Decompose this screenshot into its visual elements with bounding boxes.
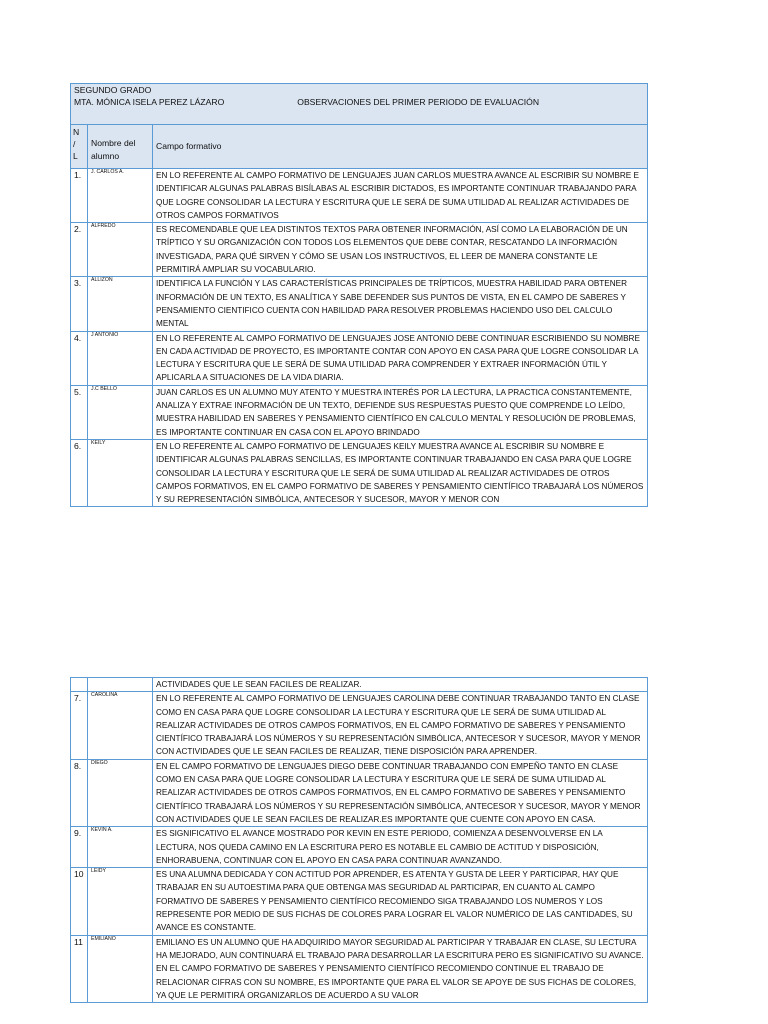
- student-name: [88, 678, 153, 692]
- student-name: J. CARLOS A.: [88, 169, 153, 223]
- table-row: [71, 277, 648, 331]
- student-name: J.C BELLO: [88, 385, 153, 439]
- student-name: EMILIANO: [88, 935, 153, 1002]
- row-number: 11: [71, 935, 88, 1002]
- row-number: 8.: [71, 759, 88, 826]
- table-header-row: [71, 84, 648, 125]
- table-row: [71, 223, 648, 277]
- row-number: [71, 678, 88, 692]
- row-number: 5.: [71, 385, 88, 439]
- observation-text: EN LO REFERENTE AL CAMPO FORMATIVO DE LENGUAJES CAROLINA DEBE CONTINUAR TRABAJANDO TANTO EN CLASE COMO EN CASA PARA QUE LOGRE CONSOLIDAR LA LECTURA Y ESCRITURA QUE LE SERÁ DE SUMA UTILIDAD AL REALIZAR ACTIVIDADES DE OTROS CAMPOS FORMATIVOS, EN EL CAMPO FORMATIVO DE SABERES Y PENSAMIENTO CIENTÍFICO TRABAJARÁ LOS NÚMEROS Y SU REPRESENTACIÓN SIMBÓLICA, ANTECESOR Y SUCESOR, MAYOR Y MENOR CON ACTIVIDADES QUE LE SEAN FACILES DE REALIZAR, TIENE DISPOSICIÓN PARA APRENDER.: [153, 692, 648, 759]
- row-number: 1.: [71, 169, 88, 223]
- observation-text: EN LO REFERENTE AL CAMPO FORMATIVO DE LENGUAJES JOSE ANTONIO DEBE CONTINUAR ESCRIBIENDO SU NOMBRE EN CADA ACTIVIDAD DE PROYECTO, ES IMPORTANTE CONTAR CON APOYO EN CASA PARA QUE LOGRE CONSOLIDAR LA LECTURA Y ESCRITURA QUE LE SERÁ DE SUMA UTILIDAD PARA COMPRENDER Y EXTRAER INFORMACIÓN ÚTIL Y APLICARLA A SITUACIONES DE LA VIDA DIARIA.: [153, 331, 648, 385]
- row-number: 4.: [71, 331, 88, 385]
- table-row: [71, 935, 648, 1002]
- column-header-name: Nombre del alumno: [88, 125, 153, 169]
- observation-text: EN LO REFERENTE AL CAMPO FORMATIVO DE LENGUAJES JUAN CARLOS MUESTRA AVANCE AL ESCRIBIR SU NOMBRE E IDENTIFICAR ALGUNAS PALABRAS BISÍLABAS AL ESCRIBIR DICTADOS, ES IMPORTANTE CONTINUAR TRABAJANDO PARA QUE LOGRE CONSOLIDAR LA LECTURA Y ESCRITURA QUE LE SERÁ DE SUMA UTILIDAD AL REALIZAR ACTIVIDADES DE OTROS CAMPOS FORMATIVOS: [153, 169, 648, 223]
- column-header-row: [71, 125, 648, 169]
- observation-text: IDENTIFICA LA FUNCIÓN Y LAS CARACTERÍSTICAS PRINCIPALES DE TRÍPTICOS, MUESTRA HABILIDAD PARA OBTENER INFORMACIÓN DE UN TEXTO, ES ANALÍTICA Y SABE DEFENDER SUS PUNTOS DE VISTA, EN EL CAMPO DE SABERES Y PENSAMIENTO CIENTIFICO CUENTA CON HABILIDAD PARA RESOLVER PROBLEMAS HACIENDO USO DEL CALCULO MENTAL: [153, 277, 648, 331]
- table-row: [71, 331, 648, 385]
- column-header-num: N / L: [71, 125, 88, 169]
- student-name: DIEGO: [88, 759, 153, 826]
- student-name: CAROLINA: [88, 692, 153, 759]
- observation-text: ES UNA ALUMNA DEDICADA Y CON ACTITUD POR APRENDER, ES ATENTA Y GUSTA DE LEER Y PARTICIPAR, HAY QUE TRABAJAR EN SU AUTOESTIMA PARA QUE OBTENGA MAS SEGURIDAD AL PARTICIPAR, EN CUANTO AL CAMPO FORMATIVO DE SABERES Y PENSAMIENTO CIENTÍFICO RECOMIENDO SIGA TRABAJANDO LOS NUMEROS Y LOS REPRESENTE POR MEDIO DE SUS FICHAS DE COLORES PARA LOGRAR EL VALOR NUMÉRICO DE LAS CANTIDADES, SU AVANCE ES CONSTANTE.: [153, 868, 648, 935]
- table-header: [71, 84, 648, 125]
- table-row: [71, 759, 648, 826]
- student-name: J ANTONIO: [88, 331, 153, 385]
- observation-text: EN EL CAMPO FORMATIVO DE LENGUAJES DIEGO DEBE CONTINUAR TRABAJANDO CON EMPEÑO TANTO EN CLASE COMO EN CASA PARA QUE LOGRE CONSOLIDAR LA LECTURA Y ESCRITURA QUE LE SERÁ DE SUMA UTILIDAD AL REALIZAR ACTIVIDADES DE OTROS CAMPOS FORMATIVOS, EN EL CAMPO FORMATIVO DE SABERES Y PENSAMIENTO CIENTÍFICO TRABAJARÁ LOS NÚMEROS Y SU REPRESENTACIÓN SIMBÓLICA, ANTECESOR Y SUCESOR, MAYOR Y MENOR CON ACTIVIDADES QUE LE SEAN FACILES DE REALIZAR.ES IMPORTANTE QUE CUENTE CON APOYO EN CASA.: [153, 759, 648, 826]
- student-name: ALLIZON: [88, 277, 153, 331]
- column-header-field: Campo formativo: [153, 125, 648, 169]
- table-row: [71, 827, 648, 868]
- evaluation-period-title: OBSERVACIONES DEL PRIMER PERIODO DE EVALUACIÓN: [297, 97, 540, 107]
- table-row: [71, 868, 648, 935]
- evaluation-table-page-1: [70, 83, 648, 507]
- row-number: 9.: [71, 827, 88, 868]
- evaluation-table-page-2: [70, 677, 648, 1003]
- continuation-row: [71, 678, 648, 692]
- table-row: [71, 169, 648, 223]
- observation-text: ES RECOMENDABLE QUE LEA DISTINTOS TEXTOS PARA OBTENER INFORMACIÓN, ASÍ COMO LA ELABORACIÓN DE UN TRÍPTICO Y SU ORGANIZACIÓN CON TODOS LOS ELEMENTOS QUE DEBE CONTAR, RESCATANDO LA INFORMACIÓN INVESTIGADA, PARA QUÉ SIRVEN Y CÓMO SE USAN LOS INSTRUCTIVOS, EL LEER DE MANERA CONSTANTE LE PERMITIRÁ AMPLIAR SU VOCABULARIO.: [153, 223, 648, 277]
- student-name: KEVIN A.: [88, 827, 153, 868]
- observation-text: ES SIGNIFICATIVO EL AVANCE MOSTRADO POR KEVIN EN ESTE PERIODO, COMIENZA A DESENVOLVERSE EN LA LECTURA, NOS QUEDA CAMINO EN LA ESCRITURA PERO ES NOTABLE EL CAMBIO DE ACTITUD Y DISPOSICIÓN, ENHORABUENA, CONTINUAR CON EL APOYO EN CASA PARA CONTINUAR AVANZANDO.: [153, 827, 648, 868]
- row-number: 7.: [71, 692, 88, 759]
- student-name: ALFREDO: [88, 223, 153, 277]
- student-name: LEIDY: [88, 868, 153, 935]
- teacher-name: MTA. MÓNICA ISELA PEREZ LÁZARO: [74, 97, 225, 107]
- observation-text: EN LO REFERENTE AL CAMPO FORMATIVO DE LENGUAJES KEILY MUESTRA AVANCE AL ESCRIBIR SU NOMBRE E IDENTIFICAR ALGUNAS PALABRAS SENCILLAS, ES IMPORTANTE CONTINUAR TRABAJANDO EN CASA PARA QUE LOGRE CONSOLIDAR LA LECTURA Y ESCRITURA QUE LE SERÁ DE SUMA UTILIDAD AL REALIZAR ACTIVIDADES DE OTROS CAMPOS FORMATIVOS, EN EL CAMPO FORMATIVO DE SABERES Y PENSAMIENTO CIENTÍFICO TRABAJARÁ LOS NÚMEROS Y SU REPRESENTACIÓN SIMBÓLICA, ANTECESOR Y SUCESOR, MAYOR Y MENOR CON: [153, 439, 648, 506]
- row-number: 6.: [71, 439, 88, 506]
- row-number: 3.: [71, 277, 88, 331]
- grade-label: SEGUNDO GRADO: [74, 85, 152, 95]
- table-row: [71, 385, 648, 439]
- student-name: KEILY: [88, 439, 153, 506]
- row-number: 2.: [71, 223, 88, 277]
- table-row: [71, 692, 648, 759]
- observation-text: JUAN CARLOS ES UN ALUMNO MUY ATENTO Y MUESTRA INTERÉS POR LA LECTURA, LA PRACTICA CONSTANTEMENTE, ANALIZA Y EXTRAE INFORMACIÓN DE UN TEXTO, DEFIENDE SUS RESPUESTAS PUESTO QUE COMPRENDE LO LEÍDO, MUESTRA HABILIDAD EN SABERES Y PENSAMIENTO CIENTÍFICO EN CALCULO MENTAL Y RESOLUCIÓN DE PROBLEMAS, ES IMPORTANTE CONTINUAR EN CASA CON EL APOYO BRINDADO: [153, 385, 648, 439]
- table-row: [71, 439, 648, 506]
- continuation-text: ACTIVIDADES QUE LE SEAN FACILES DE REALIZAR.: [153, 678, 648, 692]
- row-number: 10: [71, 868, 88, 935]
- observation-text: EMILIANO ES UN ALUMNO QUE HA ADQUIRIDO MAYOR SEGURIDAD AL PARTICIPAR Y TRABAJAR EN CLASE, SU LECTURA HA MEJORADO, AUN CONTINUARÁ EL TRABAJO PARA DESARROLLAR LA ESCRITURA PERO ES SIGNIFICATIVO SU AVANCE. EN EL CAMPO FORMATIVO DE SABERES Y PENSAMIENTO CIENTÍFICO RECOMIENDO CONTINUE EL TRABAJO DE RELACIONAR CIFRAS CON SU NOMBRE, ES IMPORTANTE QUE PARA EL VALOR SE APOYE DE SUS FICHAS DE COLORES, YA QUE LE PERMITIRÁ ORGANIZARLOS DE ACUERDO A SU VALOR: [153, 935, 648, 1002]
